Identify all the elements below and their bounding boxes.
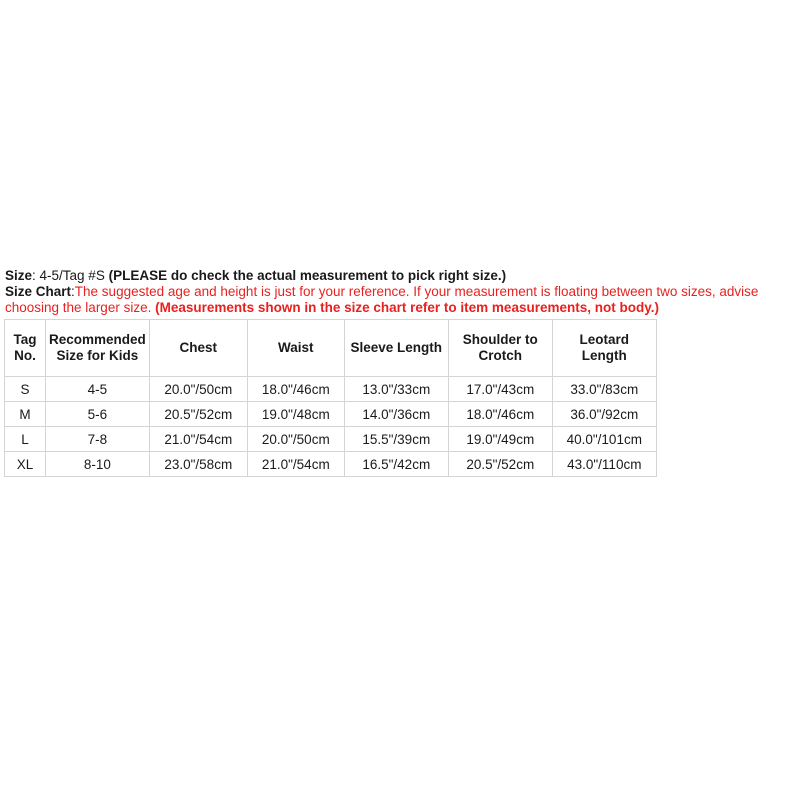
cell-tag: M [5, 402, 46, 427]
cell-shoulder-crotch: 17.0"/43cm [448, 377, 552, 402]
size-line [5, 268, 795, 284]
size-chart-colon: : [71, 284, 75, 299]
cell-sleeve: 13.0"/33cm [344, 377, 448, 402]
cell-tag: L [5, 427, 46, 452]
size-table [4, 319, 657, 477]
cell-sleeve: 16.5"/42cm [344, 452, 448, 477]
header-shoulder-to-crotch: Shoulder to Crotch [448, 320, 552, 377]
cell-tag: XL [5, 452, 46, 477]
header-chest: Chest [149, 320, 247, 377]
cell-tag: S [5, 377, 46, 402]
table-row [5, 402, 657, 427]
cell-sleeve: 14.0"/36cm [344, 402, 448, 427]
header-leotard-length: Leotard Length [552, 320, 656, 377]
size-label: Size [5, 268, 33, 283]
cell-shoulder-crotch: 19.0"/49cm [448, 427, 552, 452]
table-row [5, 452, 657, 477]
table-row [5, 427, 657, 452]
size-chart-emphasis: (Measurements shown in the size chart refer to item measurements, not body.) [155, 300, 659, 315]
cell-chest: 23.0"/58cm [149, 452, 247, 477]
cell-age: 8-10 [46, 452, 150, 477]
header-tag-no: Tag No. [5, 320, 46, 377]
size-value: 4-5/Tag #S [39, 268, 109, 283]
cell-age: 7-8 [46, 427, 150, 452]
cell-waist: 18.0"/46cm [247, 377, 344, 402]
cell-chest: 20.0"/50cm [149, 377, 247, 402]
cell-age: 5-6 [46, 402, 150, 427]
cell-waist: 21.0"/54cm [247, 452, 344, 477]
cell-leotard-length: 33.0"/83cm [552, 377, 656, 402]
table-row [5, 377, 657, 402]
cell-chest: 20.5"/52cm [149, 402, 247, 427]
header-recommended-size: Recommended Size for Kids [46, 320, 150, 377]
cell-waist: 20.0"/50cm [247, 427, 344, 452]
cell-leotard-length: 43.0"/110cm [552, 452, 656, 477]
size-chart-label: Size Chart [5, 284, 72, 299]
size-note: (PLEASE do check the actual measurement to pick right size.) [108, 268, 507, 283]
header-waist: Waist [247, 320, 344, 377]
cell-shoulder-crotch: 20.5"/52cm [448, 452, 552, 477]
size-chart-intro [5, 284, 795, 316]
cell-chest: 21.0"/54cm [149, 427, 247, 452]
size-colon: : [32, 268, 40, 283]
size-chart-text: The suggested age and height is just for your reference. If your measurement is floating between two sizes, advise choosing the larger size. [5, 284, 759, 315]
header-sleeve-length: Sleeve Length [344, 320, 448, 377]
cell-shoulder-crotch: 18.0"/46cm [448, 402, 552, 427]
cell-leotard-length: 36.0"/92cm [552, 402, 656, 427]
cell-leotard-length: 40.0"/101cm [552, 427, 656, 452]
cell-sleeve: 15.5"/39cm [344, 427, 448, 452]
table-header-row [5, 320, 657, 377]
cell-waist: 19.0"/48cm [247, 402, 344, 427]
size-info-block [5, 268, 795, 316]
cell-age: 4-5 [46, 377, 150, 402]
